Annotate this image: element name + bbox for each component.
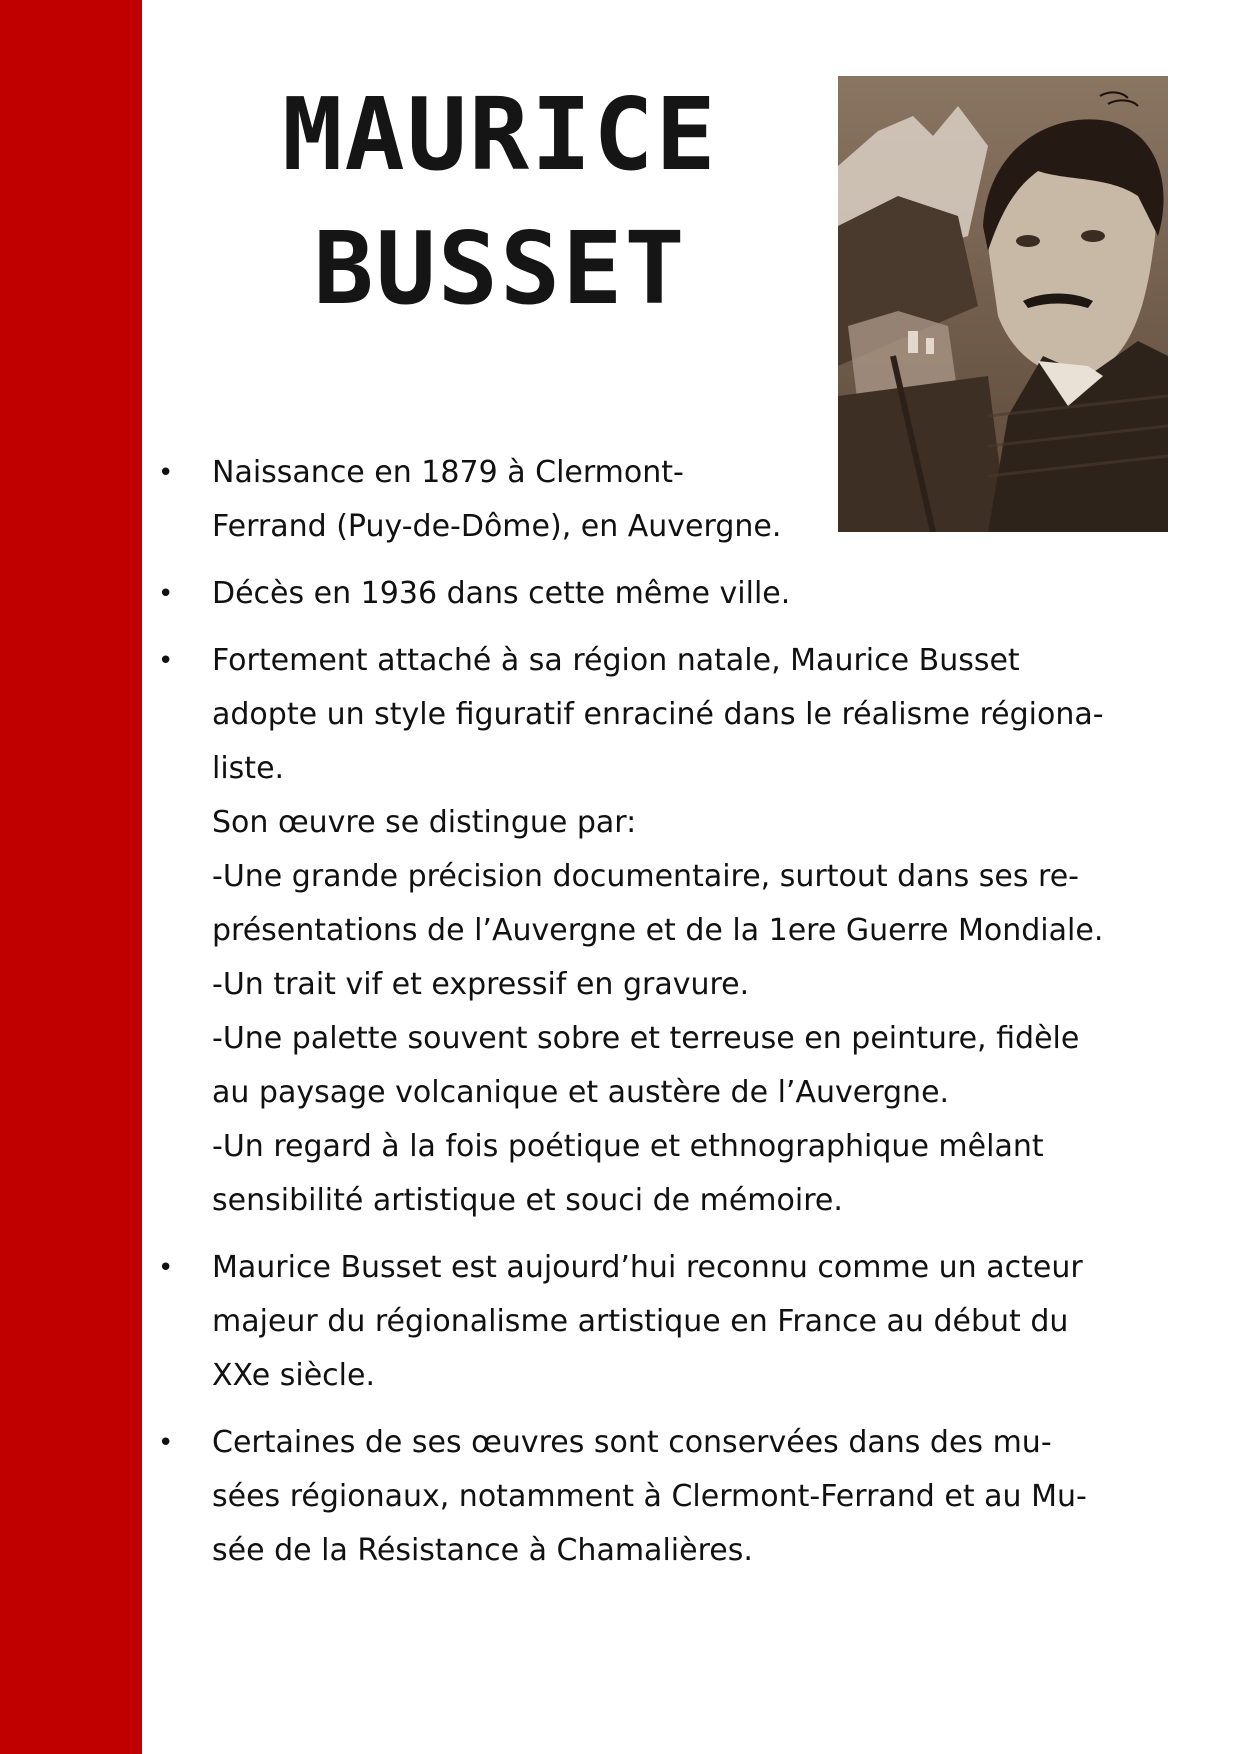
list-item-line: sée de la Résistance à Chamalières. bbox=[212, 1533, 753, 1568]
list-item-line: XXe siècle. bbox=[212, 1358, 375, 1393]
list-item-line: -Un trait vif et expressif en gravure. bbox=[212, 967, 750, 1002]
bullet-icon: • bbox=[158, 458, 174, 488]
list-item-line: Naissance en 1879 à Clermont- bbox=[212, 455, 684, 490]
biography-list bbox=[142, 446, 1152, 1591]
list-item-line: sensibilité artistique et souci de mémoire. bbox=[212, 1183, 843, 1218]
list-item-line: au paysage volcanique et austère de l’Auvergne. bbox=[212, 1075, 950, 1110]
list-item-line: sées régionaux, notamment à Clermont-Ferrand et au Mu- bbox=[212, 1479, 1087, 1514]
title-line-first-name: MAURICE bbox=[282, 76, 718, 193]
list-item-line: Certaines de ses œuvres sont conservées dans des mu- bbox=[212, 1425, 1052, 1460]
list-item bbox=[142, 567, 1152, 621]
red-side-band bbox=[0, 0, 142, 1754]
list-item-line: Maurice Busset est aujourd’hui reconnu comme un acteur bbox=[212, 1250, 1083, 1285]
list-item-line: -Un regard à la fois poétique et ethnographique mêlant bbox=[212, 1129, 1044, 1164]
list-item-line: majeur du régionalisme artistique en France au début du bbox=[212, 1304, 1069, 1339]
list-item-line: Décès en 1936 dans cette même ville. bbox=[212, 576, 791, 611]
bullet-icon: • bbox=[158, 1428, 174, 1458]
list-item bbox=[142, 1241, 1152, 1403]
page-title bbox=[230, 68, 770, 336]
list-item bbox=[142, 1416, 1152, 1578]
bullet-icon: • bbox=[158, 1253, 174, 1283]
list-item-line: Fortement attaché à sa région natale, Maurice Busset bbox=[212, 643, 1020, 678]
list-item-line: Ferrand (Puy-de-Dôme), en Auvergne. bbox=[212, 509, 782, 544]
list-item bbox=[142, 634, 1152, 1228]
bullet-icon: • bbox=[158, 579, 174, 609]
list-item-line: liste. bbox=[212, 751, 285, 786]
list-item-line: -Une palette souvent sobre et terreuse en peinture, fidèle bbox=[212, 1021, 1080, 1056]
title-line-last-name: BUSSET bbox=[313, 210, 687, 327]
list-item bbox=[142, 446, 1152, 554]
list-item-line: Son œuvre se distingue par: bbox=[212, 805, 637, 840]
list-item-line: présentations de l’Auvergne et de la 1ere Guerre Mondiale. bbox=[212, 913, 1104, 948]
bullet-icon: • bbox=[158, 646, 174, 676]
list-item-line: -Une grande précision documentaire, surtout dans ses re- bbox=[212, 859, 1079, 894]
list-item-line: adopte un style figuratif enraciné dans le réalisme régiona- bbox=[212, 697, 1104, 732]
